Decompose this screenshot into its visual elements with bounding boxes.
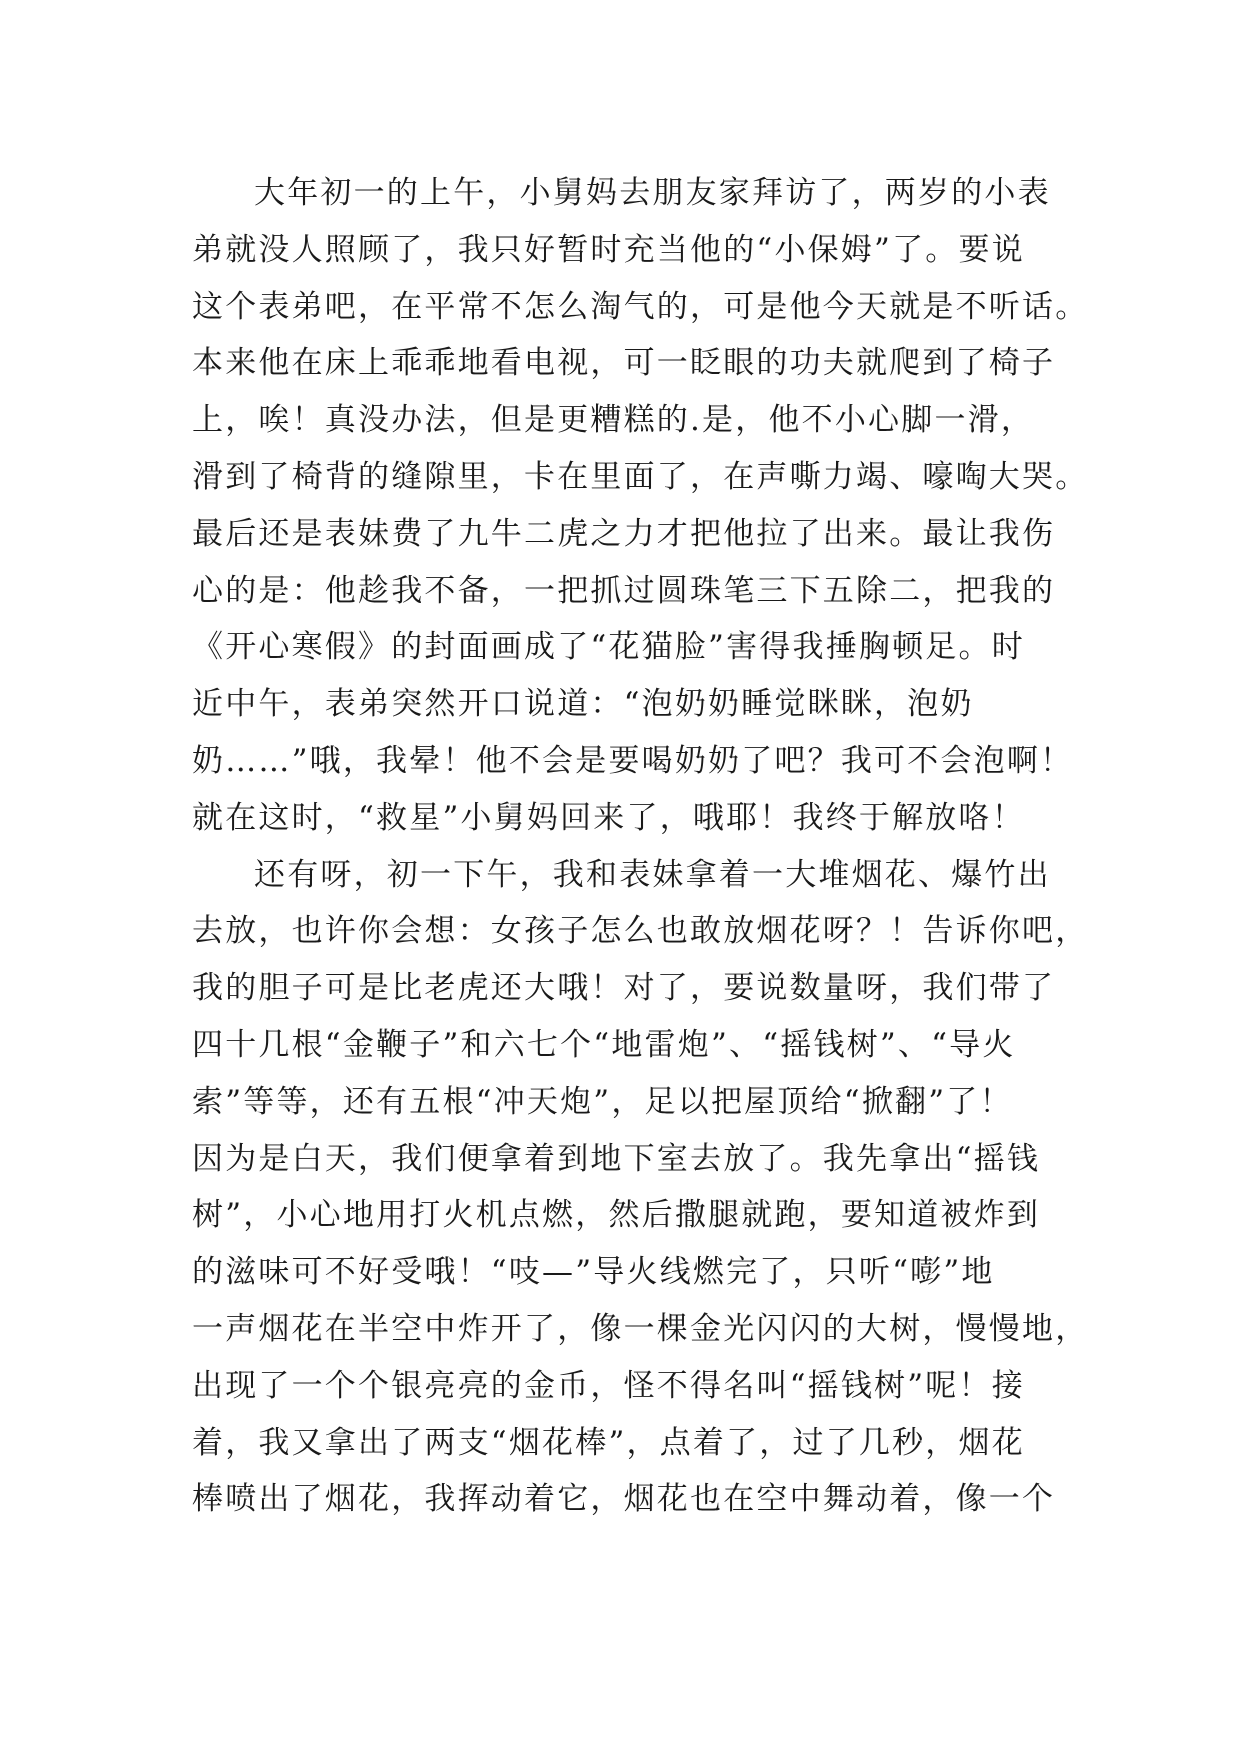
text-line: 着，我又拿出了两支“烟花棒”，点着了，过了几秒，烟花 <box>192 1424 1025 1461</box>
text-line: 滑到了椅背的缝隙里，卡在里面了，在声嘶力竭、嚎啕大哭。 <box>192 458 1089 495</box>
document-body <box>192 165 1089 1528</box>
text-line: 近中午，表弟突然开口说道：“泡奶奶睡觉眯眯，泡奶 <box>192 686 974 723</box>
text-line: 弟就没人照顾了，我只好暂时充当他的“小保姆”了。要说 <box>192 231 1025 268</box>
text-line: 本来他在床上乖乖地看电视，可一眨眼的功夫就爬到了椅子 <box>192 345 1056 382</box>
text-line: 出现了一个个银亮亮的金币，怪不得名叫“摇钱树”呢！接 <box>192 1367 1025 1404</box>
paragraph-2 <box>192 847 1089 1529</box>
text-line: 还有呀，初一下午，我和表妹拿着一大堆烟花、爆竹出 <box>254 856 1051 893</box>
text-line: 去放，也许你会想：女孩子怎么也敢放烟花呀？！告诉你吧， <box>192 913 1089 950</box>
text-line: 树”，小心地用打火机点燃，然后撒腿就跑，要知道被炸到 <box>192 1197 1041 1234</box>
text-line: 我的胆子可是比老虎还大哦！对了，要说数量呀，我们带了 <box>192 970 1056 1007</box>
text-line: 奶……”哦，我晕！他不会是要喝奶奶了吧？我可不会泡啊！ <box>192 742 1074 779</box>
text-line: 因为是白天，我们便拿着到地下室去放了。我先拿出“摇钱 <box>192 1140 1041 1177</box>
text-line: 棒喷出了烟花，我挥动着它，烟花也在空中舞动着，像一个 <box>192 1481 1056 1518</box>
text-line: 就在这时，“救星”小舅妈回来了，哦耶！我终于解放咯！ <box>192 799 1025 836</box>
paragraph-1 <box>192 165 1089 847</box>
text-line: 四十几根“金鞭子”和六七个“地雷炮”、“摇钱树”、“导火 <box>192 1026 1016 1063</box>
text-line: 大年初一的上午，小舅妈去朋友家拜访了，两岁的小表 <box>254 175 1051 211</box>
text-line: 心的是：他趁我不备，一把抓过圆珠笔三下五除二，把我的 <box>192 572 1056 609</box>
text-line: 索”等等，还有五根“冲天炮”，足以把屋顶给“掀翻”了！ <box>192 1083 1013 1120</box>
text-line: 的滋味可不好受哦！“吱—”导火线燃完了，只听“嘭”地 <box>192 1254 995 1291</box>
text-line: 这个表弟吧，在平常不怎么淘气的，可是他今天就是不听话。 <box>192 288 1089 325</box>
text-line: 最后还是表妹费了九牛二虎之力才把他拉了出来。最让我伤 <box>192 515 1056 552</box>
text-line: 《开心寒假》的封面画成了“花猫脸”害得我捶胸顿足。时 <box>192 629 1025 666</box>
text-line: 一声烟花在半空中炸开了，像一棵金光闪闪的大树，慢慢地， <box>192 1310 1089 1347</box>
text-line: 上，唉！真没办法，但是更糟糕的.是，他不小心脚一滑， <box>192 402 1035 439</box>
